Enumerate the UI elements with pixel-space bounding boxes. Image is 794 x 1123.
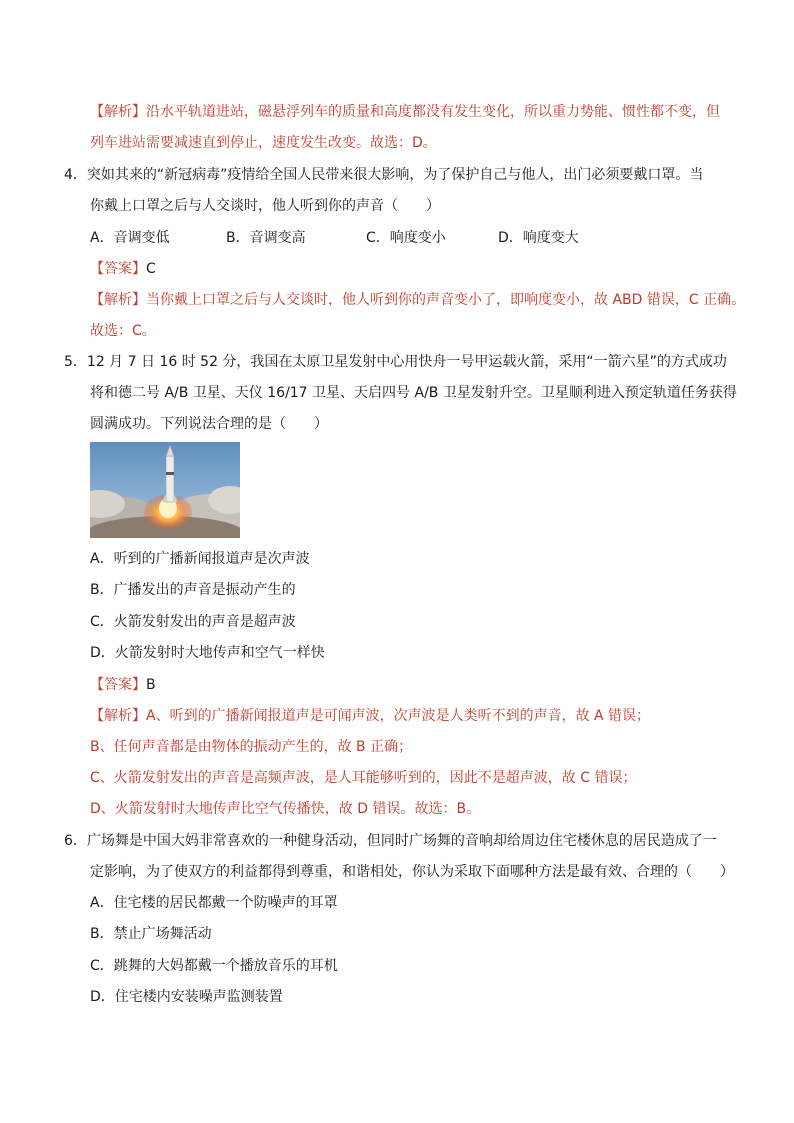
q6-option-b: B．禁止广场舞活动 (90, 926, 212, 942)
question-text: 突如其来的“新冠病毒”疫情给全国人民带来很大影响，为了保护自己与他人，出门必须要戴口罩。当 (86, 167, 704, 183)
q5-option-a: A．听到的广播新闻报道声是次声波 (90, 551, 310, 567)
question-text: 12 月 7 日 16 时 52 分，我国在太原卫星发射中心用快舟一号甲运载火箭，采用“一箭六星”的方式成功 (86, 354, 727, 370)
q5-option-d: D．火箭发射时大地传声和空气一样快 (90, 645, 325, 661)
answer-value: B (146, 677, 156, 693)
analysis-text: 当你戴上口罩之后与人交谈时，他人听到你的声音变小了，即响度变小，故 ABD 错误，C 正确。 (146, 292, 746, 308)
q5-option-c: C．火箭发射发出的声音是超声波 (90, 614, 296, 630)
q4-answer (90, 259, 156, 279)
q6-option-d: D．住宅楼内安装噪声监测装置 (90, 989, 283, 1005)
q6-option-a: A．住宅楼的居民都戴一个防噪声的耳罩 (90, 895, 338, 911)
answer-value: C (146, 261, 156, 277)
analysis-tag: 【解析】 (90, 708, 146, 724)
question-5-line-3: 圆满成功。下列说法合理的是（ ） (90, 416, 328, 432)
q4-analysis-line-1 (90, 290, 745, 310)
q5-analysis-line-2: B、任何声音都是由物体的振动产生的，故 B 正确； (90, 739, 413, 755)
question-6-line-2: 定影响，为了使双方的利益都得到尊重，和谐相处，你认为采取下面哪种方法是最有效、合理的（ ） (90, 864, 734, 880)
answer-tag: 【答案】 (90, 261, 146, 277)
analysis-text: A、听到的广播新闻报道声是可闻声波，次声波是人类听不到的声音，故 A 错误； (146, 708, 651, 724)
q5-analysis-line-3: C、火箭发射发出的声音是高频声波，是人耳能够听到的，因此不是超声波，故 C 错误； (90, 770, 637, 786)
answer-tag: 【答案】 (90, 677, 146, 693)
question-4-line-1 (64, 165, 703, 185)
question-4-line-2: 你戴上口罩之后与人交谈时，他人听到你的声音（ ） (90, 198, 440, 214)
q4-option-a: A．音调变低 (90, 230, 170, 246)
analysis-3-line-1 (90, 102, 720, 122)
analysis-text: 沿水平轨道进站，磁悬浮列车的质量和高度都没有发生变化，所以重力势能、惯性都不变，但 (146, 104, 720, 120)
question-number: 4． (64, 167, 87, 183)
q4-analysis-line-2: 故选：C。 (90, 323, 156, 339)
analysis-tag: 【解析】 (90, 104, 146, 120)
rocket-launch-image (90, 442, 240, 538)
question-5-line-1 (64, 352, 727, 372)
q6-option-c: C．跳舞的大妈都戴一个播放音乐的耳机 (90, 958, 338, 974)
question-text: 广场舞是中国大妈非常喜欢的一种健身活动，但同时广场舞的音响却给周边住宅楼休息的居民造成了一 (86, 833, 717, 849)
q4-option-c: C．响度变小 (366, 230, 446, 246)
question-number: 6． (64, 833, 87, 849)
q4-option-b: B．音调变高 (226, 230, 306, 246)
analysis-tag: 【解析】 (90, 292, 146, 308)
question-number: 5． (64, 354, 87, 370)
q5-analysis-line-1 (90, 706, 650, 726)
q5-answer (90, 675, 156, 695)
question-6-line-1 (64, 831, 717, 851)
analysis-3-line-2: 列车进站需要减速直到停止，速度发生改变。故选：D。 (90, 135, 437, 151)
q4-option-d: D．响度变大 (498, 230, 579, 246)
question-5-line-2: 将和德二号 A/B 卫星、天仪 16/17 卫星、天启四号 A/B 卫星发射升空。卫星顺利进入预定轨道任务获得 (90, 385, 737, 401)
q5-option-b: B．广播发出的声音是振动产生的 (90, 582, 296, 598)
q5-analysis-line-4: D、火箭发射时大地传声比空气传播快，故 D 错误。故选：B。 (90, 801, 481, 817)
